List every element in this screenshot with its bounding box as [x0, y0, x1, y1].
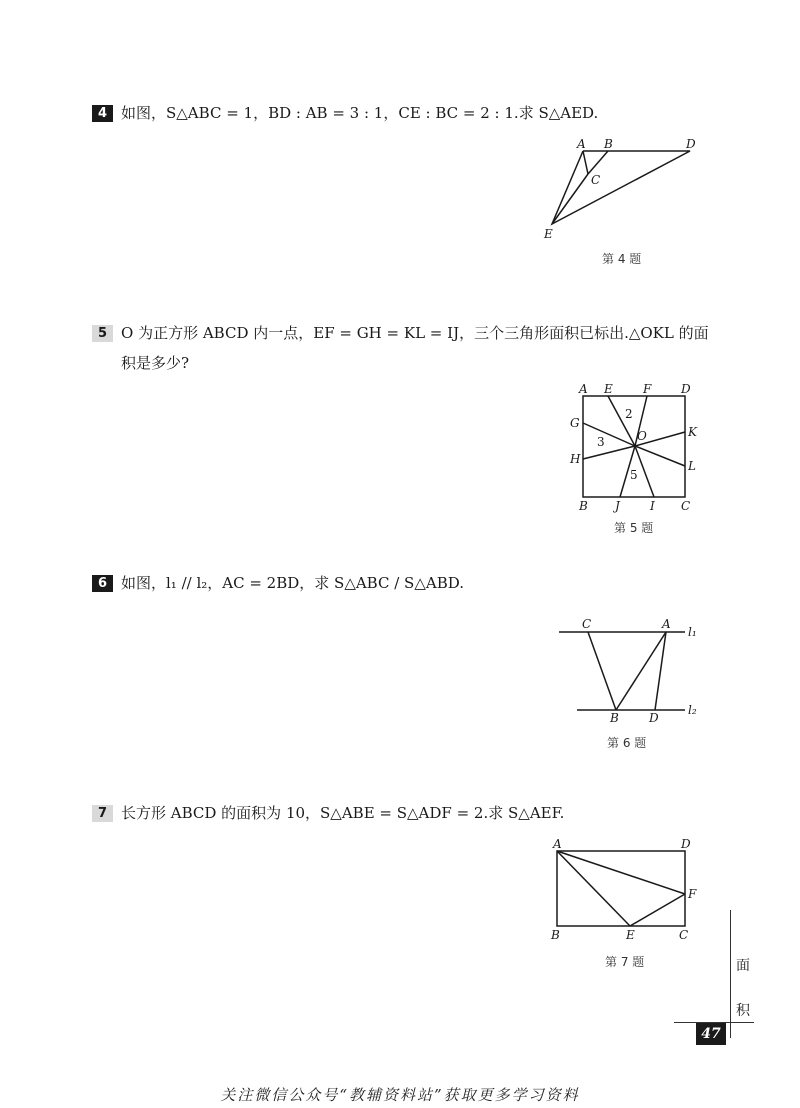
- footer-note: 关注微信公众号“教辅资料站”获取更多学习资料: [220, 1086, 580, 1104]
- segment-bc: [588, 151, 608, 174]
- segment-ho: [583, 446, 635, 459]
- problem-text: 长方形 ABCD 的面积为 10，S△ABE = S△ADF = 2.求 S△AEF.: [121, 804, 565, 822]
- label-a: A: [662, 617, 671, 631]
- label-d: D: [686, 137, 696, 151]
- problem-text: 如图，S△ABC = 1，BD : AB = 3 : 1，CE : BC = 2 : 1.求 S△AED.: [121, 104, 599, 122]
- problem-5: [92, 318, 709, 378]
- label-g: G: [570, 416, 580, 430]
- segment-ae: [557, 851, 630, 926]
- segment-af: [557, 851, 685, 894]
- figure-7: [545, 836, 705, 946]
- segment-cb: [588, 632, 616, 710]
- label-b: B: [551, 928, 560, 942]
- label-e: E: [604, 382, 613, 396]
- label-e: E: [544, 227, 553, 241]
- label-e: E: [626, 928, 635, 942]
- problem-7: [92, 798, 564, 828]
- problem-text: 如图，l₁ // l₂，AC = 2BD，求 S△ABC / S△ABD.: [121, 574, 464, 592]
- label-h: H: [570, 452, 581, 466]
- area-label-3: 3: [597, 435, 605, 449]
- label-f: F: [688, 887, 697, 901]
- figure-4: [540, 136, 710, 246]
- problem-text-line1: O 为正方形 ABCD 内一点，EF = GH = KL = IJ，三个三角形面积已标出.△OKL 的面: [121, 324, 709, 342]
- problem-number: 7: [92, 805, 113, 822]
- segment-ab: [616, 632, 666, 710]
- problem-text-line2: 积是多少?: [121, 354, 190, 372]
- caption-5: 第 5 题: [614, 521, 654, 535]
- label-a: A: [579, 382, 588, 396]
- label-a: A: [553, 837, 562, 851]
- triangle-outline: [552, 151, 690, 224]
- label-c: C: [681, 499, 691, 513]
- label-l: L: [688, 459, 696, 473]
- label-c: C: [582, 617, 592, 631]
- label-d: D: [681, 382, 691, 396]
- problem-4: [92, 98, 598, 128]
- label-i: I: [650, 499, 655, 513]
- page-number: 47: [696, 1023, 726, 1045]
- label-b: B: [579, 499, 588, 513]
- label-c: C: [679, 928, 689, 942]
- label-c: C: [591, 173, 601, 187]
- label-b: B: [604, 137, 613, 151]
- chapter-char-1: 面: [736, 958, 750, 974]
- area-label-5: 5: [630, 468, 638, 482]
- figure-5: [565, 380, 705, 515]
- segment-lo: [635, 446, 685, 466]
- problem-number: 5: [92, 325, 113, 342]
- label-d: D: [681, 837, 691, 851]
- label-o: O: [637, 429, 647, 443]
- margin-rule: [730, 910, 731, 1038]
- label-b: B: [610, 711, 619, 725]
- label-l2: l₂: [688, 703, 697, 717]
- segment-go: [583, 423, 635, 446]
- problem-number: 4: [92, 105, 113, 122]
- label-k: K: [688, 425, 697, 439]
- chapter-char-2: 积: [736, 1003, 750, 1019]
- caption-7: 第 7 题: [605, 955, 645, 969]
- segment-io: [635, 446, 654, 497]
- area-label-2: 2: [625, 407, 633, 421]
- segment-ef: [630, 894, 685, 926]
- segment-ad: [655, 632, 666, 710]
- problem-number: 6: [92, 575, 113, 592]
- segment-ac: [583, 151, 588, 174]
- caption-6: 第 6 题: [607, 736, 647, 750]
- problem-6: [92, 568, 464, 598]
- segment-eo: [608, 396, 635, 446]
- label-d: D: [649, 711, 659, 725]
- label-l1: l₁: [688, 625, 697, 639]
- caption-4: 第 4 题: [602, 252, 642, 266]
- figure-6: [555, 614, 705, 724]
- label-j: J: [615, 499, 620, 513]
- label-a: A: [577, 137, 586, 151]
- label-f: F: [643, 382, 652, 396]
- rectangle-abcd: [557, 851, 685, 926]
